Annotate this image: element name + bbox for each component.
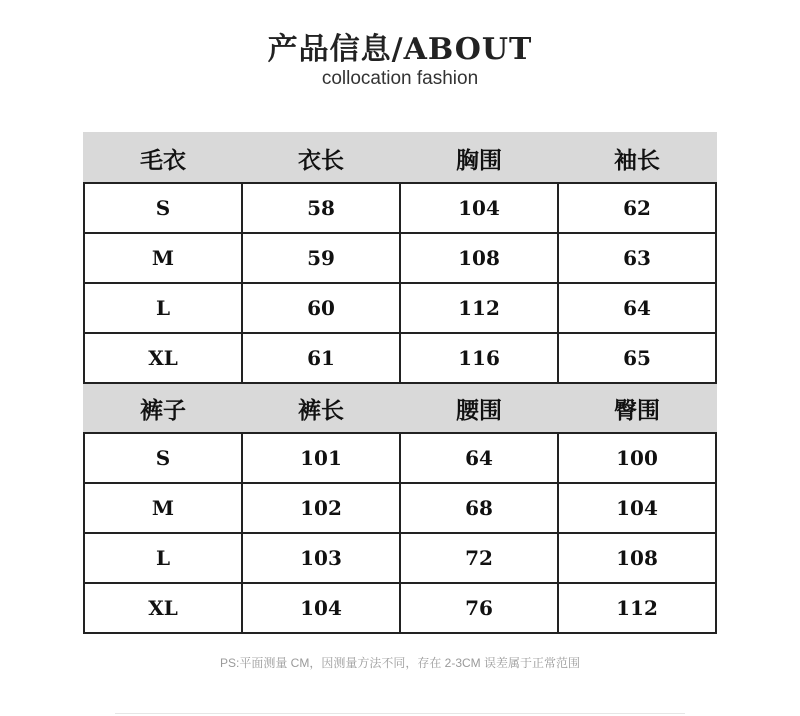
pants-row (84, 483, 716, 533)
size-cell: S (84, 433, 242, 483)
value-cell: 65 (558, 333, 716, 383)
value-cell: 58 (242, 183, 400, 233)
value-cell: 72 (400, 533, 558, 583)
size-cell: L (84, 533, 242, 583)
value-cell: 112 (400, 283, 558, 333)
size-chart-table (83, 132, 717, 634)
value-cell: 76 (400, 583, 558, 633)
value-cell: 101 (242, 433, 400, 483)
value-cell: 104 (400, 183, 558, 233)
value-cell: 108 (558, 533, 716, 583)
value-cell: 61 (242, 333, 400, 383)
pants-header-row (84, 383, 716, 433)
value-cell: 100 (558, 433, 716, 483)
pants-row (84, 583, 716, 633)
size-cell: M (84, 233, 242, 283)
value-cell: 59 (242, 233, 400, 283)
size-cell: L (84, 283, 242, 333)
size-cell: XL (84, 333, 242, 383)
value-cell: 103 (242, 533, 400, 583)
value-cell: 108 (400, 233, 558, 283)
sweater-header-row (84, 133, 716, 183)
sweater-header-cell: 袖长 (558, 133, 716, 183)
pants-header-cell: 裤子 (84, 383, 242, 433)
size-cell: S (84, 183, 242, 233)
value-cell: 63 (558, 233, 716, 283)
sweater-header-cell: 毛衣 (84, 133, 242, 183)
pants-header-cell: 裤长 (242, 383, 400, 433)
sweater-header-cell: 衣长 (242, 133, 400, 183)
value-cell: 64 (558, 283, 716, 333)
divider (115, 713, 685, 714)
value-cell: 112 (558, 583, 716, 633)
value-cell: 102 (242, 483, 400, 533)
value-cell: 64 (400, 433, 558, 483)
value-cell: 116 (400, 333, 558, 383)
page-title: 产品信息/ABOUT (267, 32, 533, 67)
pants-row (84, 433, 716, 483)
value-cell: 60 (242, 283, 400, 333)
value-cell: 62 (558, 183, 716, 233)
value-cell: 104 (242, 583, 400, 633)
size-cell: XL (84, 583, 242, 633)
sweater-header-cell: 胸围 (400, 133, 558, 183)
sweater-row (84, 283, 716, 333)
sweater-row (84, 233, 716, 283)
sweater-row (84, 333, 716, 383)
pants-header-cell: 腰围 (400, 383, 558, 433)
page-subtitle: collocation fashion (321, 68, 479, 89)
size-cell: M (84, 483, 242, 533)
measurement-note: PS:平面测量 CM，因测量方法不同，存在 2-3CM 误差属于正常范围 (219, 656, 580, 670)
value-cell: 104 (558, 483, 716, 533)
value-cell: 68 (400, 483, 558, 533)
sweater-row (84, 183, 716, 233)
pants-row (84, 533, 716, 583)
pants-header-cell: 臀围 (558, 383, 716, 433)
